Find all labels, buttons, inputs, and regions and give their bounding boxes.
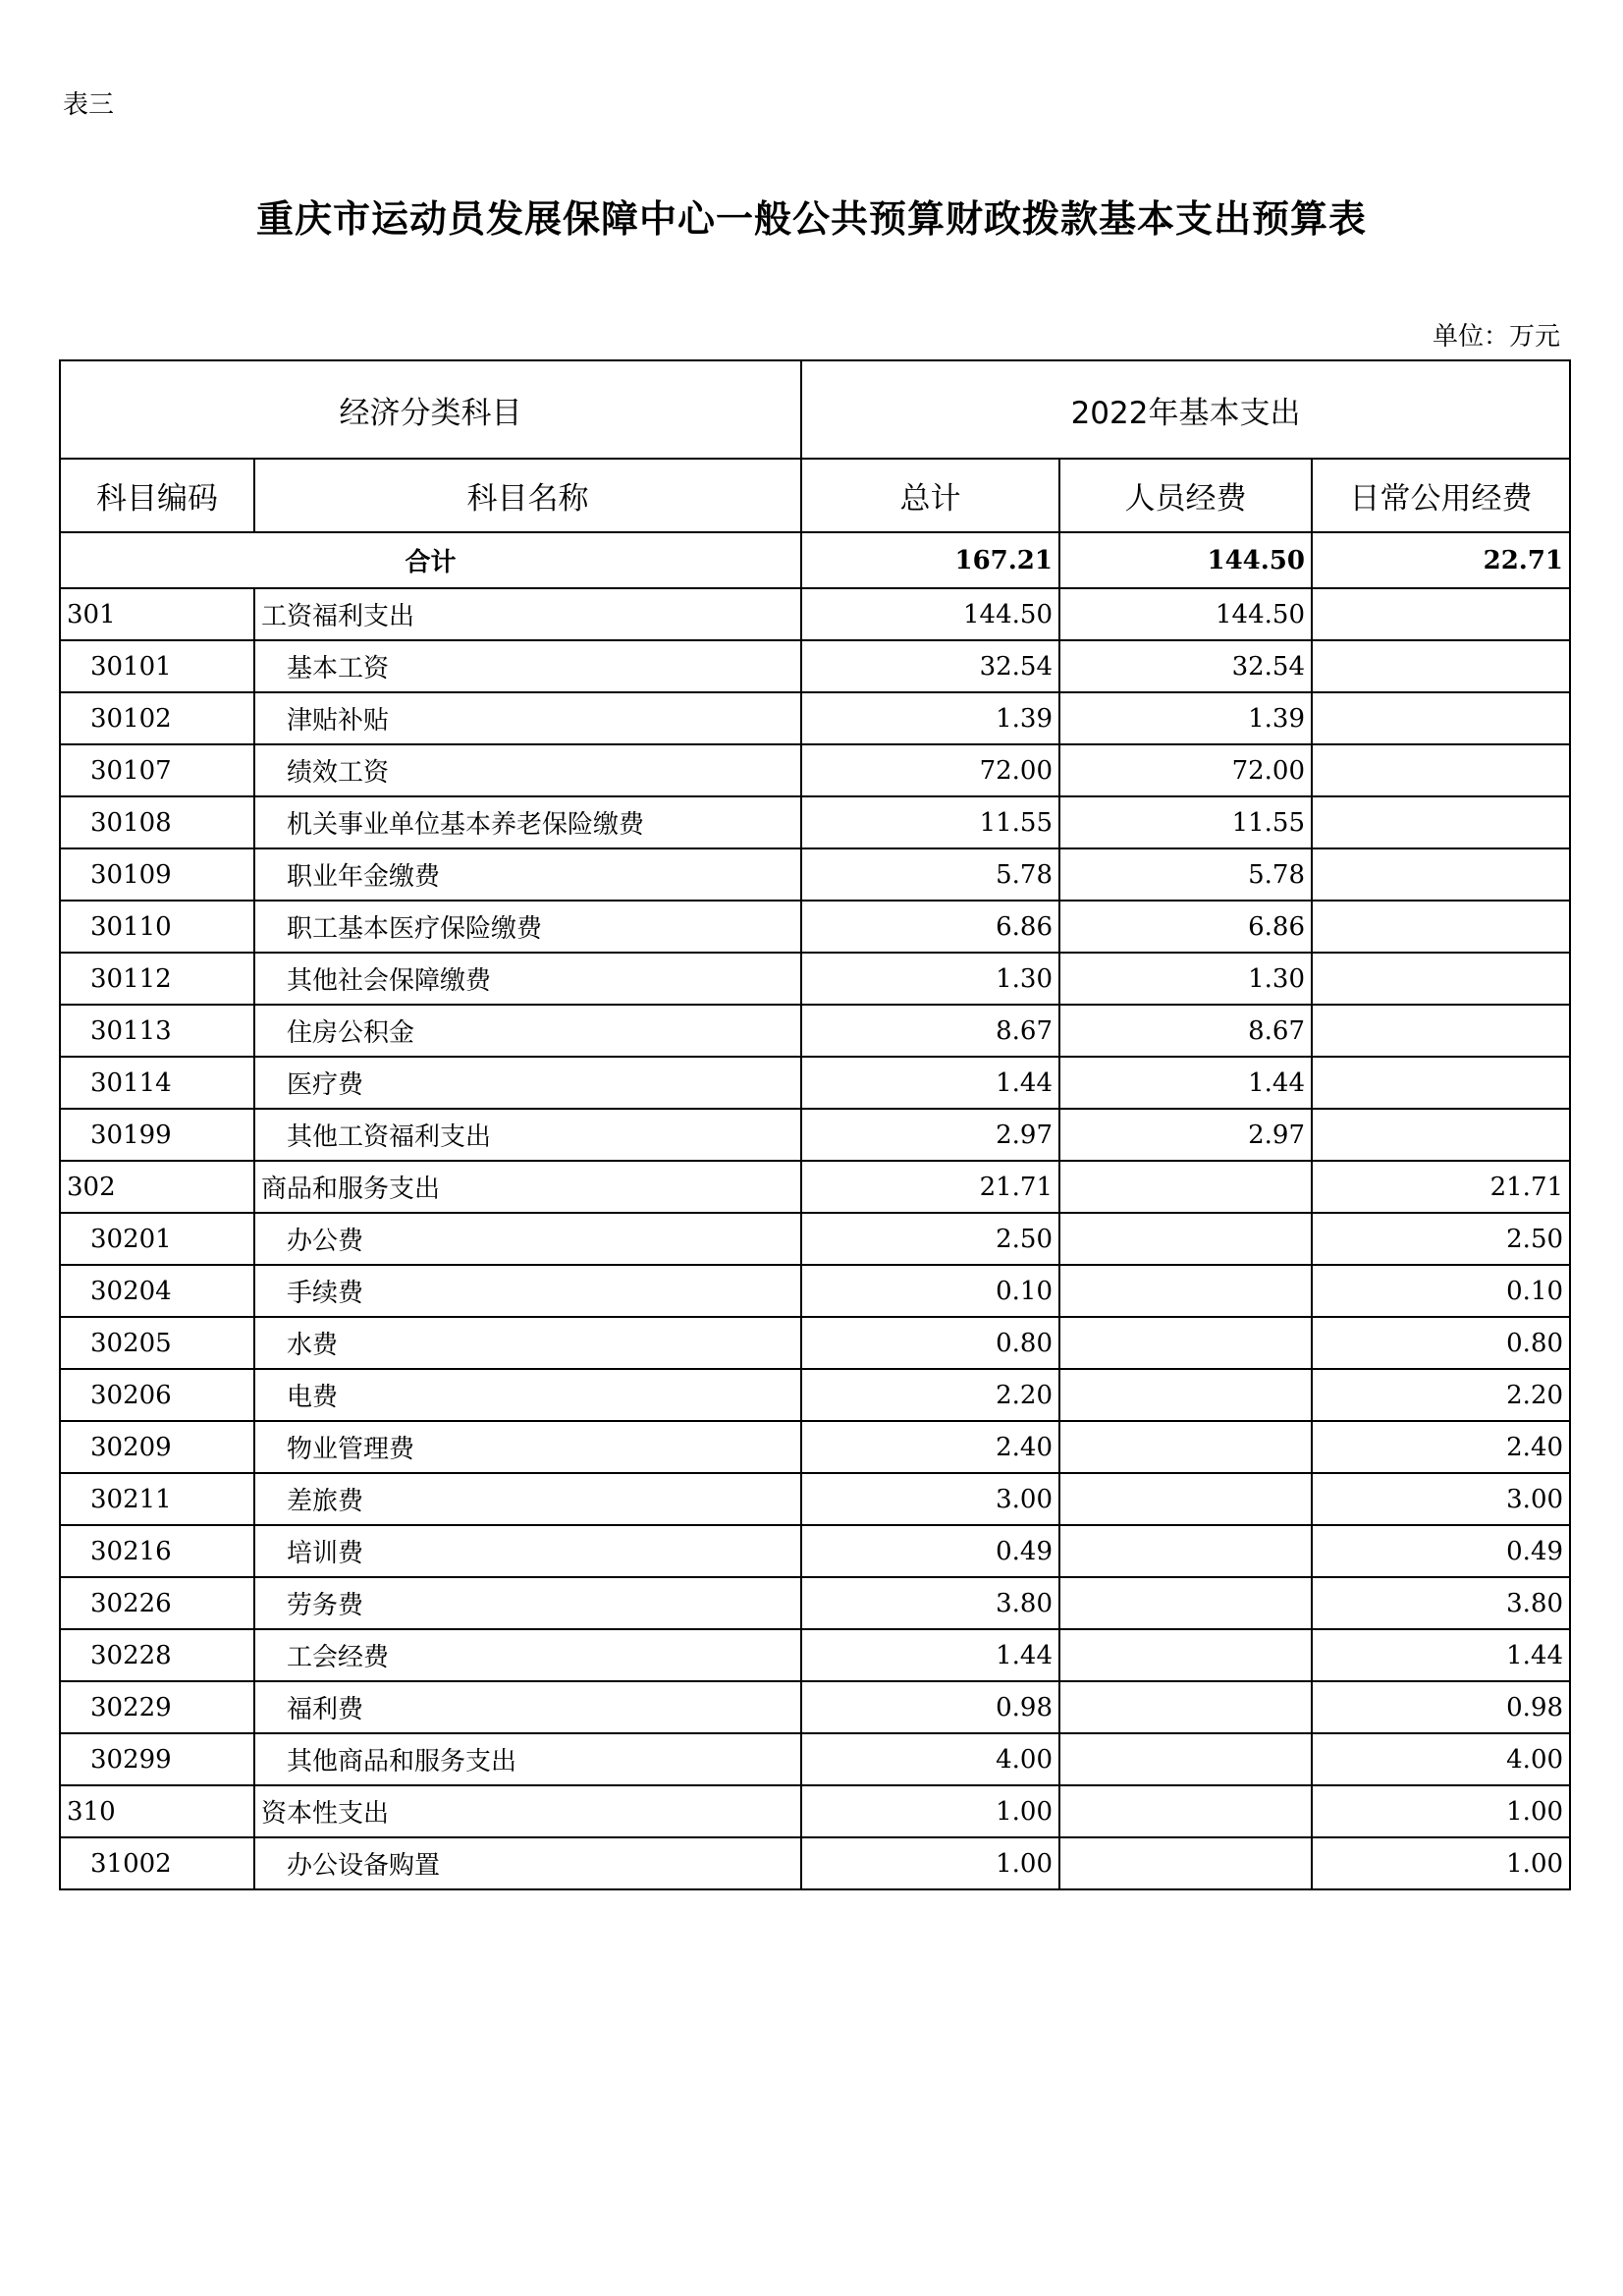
row-public: 1.00 (1312, 1837, 1570, 1889)
row-code: 30216 (60, 1525, 254, 1577)
table-row (60, 901, 1570, 953)
row-total: 5.78 (801, 848, 1059, 901)
row-public: 1.44 (1312, 1629, 1570, 1681)
row-public: 3.00 (1312, 1473, 1570, 1525)
row-code: 30206 (60, 1369, 254, 1421)
row-code: 30201 (60, 1213, 254, 1265)
row-public: 0.10 (1312, 1265, 1570, 1317)
table-row (60, 796, 1570, 848)
row-code: 30114 (60, 1057, 254, 1109)
row-total: 1.44 (801, 1629, 1059, 1681)
row-public (1312, 953, 1570, 1005)
row-name: 商品和服务支出 (254, 1161, 801, 1213)
row-name: 差旅费 (254, 1473, 801, 1525)
row-total: 21.71 (801, 1161, 1059, 1213)
row-personnel: 1.30 (1059, 953, 1312, 1005)
header-code: 科目编码 (60, 459, 254, 532)
row-public: 21.71 (1312, 1161, 1570, 1213)
row-name: 办公设备购置 (254, 1837, 801, 1889)
row-code: 30209 (60, 1421, 254, 1473)
row-code: 301 (60, 588, 254, 640)
table-row (60, 1525, 1570, 1577)
row-public: 2.50 (1312, 1213, 1570, 1265)
row-name: 办公费 (254, 1213, 801, 1265)
table-row (60, 953, 1570, 1005)
table-row (60, 1265, 1570, 1317)
row-name: 劳务费 (254, 1577, 801, 1629)
row-name: 其他社会保障缴费 (254, 953, 801, 1005)
table-row (60, 1109, 1570, 1161)
row-name: 其他工资福利支出 (254, 1109, 801, 1161)
table-row (60, 1213, 1570, 1265)
row-name: 工资福利支出 (254, 588, 801, 640)
row-name: 住房公积金 (254, 1005, 801, 1057)
row-name: 工会经费 (254, 1629, 801, 1681)
row-public (1312, 744, 1570, 796)
row-total: 8.67 (801, 1005, 1059, 1057)
row-total: 2.97 (801, 1109, 1059, 1161)
row-personnel (1059, 1161, 1312, 1213)
row-code: 30107 (60, 744, 254, 796)
row-personnel (1059, 1525, 1312, 1577)
table-row (60, 744, 1570, 796)
row-personnel: 144.50 (1059, 588, 1312, 640)
table-row (60, 1837, 1570, 1889)
row-code: 30204 (60, 1265, 254, 1317)
row-personnel: 11.55 (1059, 796, 1312, 848)
row-name: 电费 (254, 1369, 801, 1421)
row-name: 其他商品和服务支出 (254, 1733, 801, 1785)
row-personnel: 5.78 (1059, 848, 1312, 901)
total-personnel: 144.50 (1059, 532, 1312, 588)
row-public (1312, 588, 1570, 640)
row-code: 31002 (60, 1837, 254, 1889)
table-row (60, 1421, 1570, 1473)
row-public (1312, 901, 1570, 953)
row-code: 30299 (60, 1733, 254, 1785)
header-personnel: 人员经费 (1059, 459, 1312, 532)
header-economic-category: 经济分类科目 (60, 360, 801, 459)
row-personnel: 2.97 (1059, 1109, 1312, 1161)
total-row (60, 532, 1570, 588)
row-total: 2.40 (801, 1421, 1059, 1473)
row-public (1312, 848, 1570, 901)
row-name: 物业管理费 (254, 1421, 801, 1473)
total-sum: 167.21 (801, 532, 1059, 588)
row-personnel (1059, 1265, 1312, 1317)
row-code: 30112 (60, 953, 254, 1005)
table-label: 表三 (63, 90, 115, 120)
row-public: 0.80 (1312, 1317, 1570, 1369)
table-row (60, 1733, 1570, 1785)
row-name: 职工基本医疗保险缴费 (254, 901, 801, 953)
row-code: 30205 (60, 1317, 254, 1369)
row-total: 11.55 (801, 796, 1059, 848)
row-code: 30109 (60, 848, 254, 901)
row-name: 水费 (254, 1317, 801, 1369)
budget-table (59, 359, 1571, 1890)
header-row-columns (60, 459, 1570, 532)
row-personnel: 8.67 (1059, 1005, 1312, 1057)
row-total: 1.00 (801, 1837, 1059, 1889)
row-code: 30110 (60, 901, 254, 953)
row-public: 4.00 (1312, 1733, 1570, 1785)
table-row (60, 1681, 1570, 1733)
total-label: 合计 (60, 532, 801, 588)
row-personnel (1059, 1837, 1312, 1889)
table-row (60, 1577, 1570, 1629)
row-total: 1.44 (801, 1057, 1059, 1109)
table-row (60, 1317, 1570, 1369)
row-total: 72.00 (801, 744, 1059, 796)
header-basic-expenditure: 2022年基本支出 (801, 360, 1570, 459)
row-name: 资本性支出 (254, 1785, 801, 1837)
row-total: 0.10 (801, 1265, 1059, 1317)
row-public (1312, 796, 1570, 848)
page-title: 重庆市运动员发展保障中心一般公共预算财政拨款基本支出预算表 (255, 196, 1367, 241)
row-code: 30229 (60, 1681, 254, 1733)
table-row (60, 1785, 1570, 1837)
row-total: 1.30 (801, 953, 1059, 1005)
row-personnel (1059, 1681, 1312, 1733)
table-row (60, 1057, 1570, 1109)
table-row (60, 1629, 1570, 1681)
row-public: 0.98 (1312, 1681, 1570, 1733)
row-code: 30108 (60, 796, 254, 848)
unit-label: 单位：万元 (1432, 322, 1560, 352)
row-personnel: 6.86 (1059, 901, 1312, 953)
row-total: 3.80 (801, 1577, 1059, 1629)
row-personnel (1059, 1629, 1312, 1681)
row-public: 2.20 (1312, 1369, 1570, 1421)
row-public: 1.00 (1312, 1785, 1570, 1837)
row-public (1312, 640, 1570, 692)
table-row (60, 692, 1570, 744)
row-personnel (1059, 1213, 1312, 1265)
row-total: 6.86 (801, 901, 1059, 953)
header-row-group (60, 360, 1570, 459)
row-personnel (1059, 1733, 1312, 1785)
row-code: 30113 (60, 1005, 254, 1057)
row-total: 144.50 (801, 588, 1059, 640)
table-row (60, 1369, 1570, 1421)
row-code: 30211 (60, 1473, 254, 1525)
row-public (1312, 1109, 1570, 1161)
row-name: 福利费 (254, 1681, 801, 1733)
row-total: 0.49 (801, 1525, 1059, 1577)
row-personnel: 1.44 (1059, 1057, 1312, 1109)
table-row (60, 848, 1570, 901)
row-personnel: 72.00 (1059, 744, 1312, 796)
row-public: 3.80 (1312, 1577, 1570, 1629)
row-total: 32.54 (801, 640, 1059, 692)
row-personnel (1059, 1577, 1312, 1629)
row-personnel: 1.39 (1059, 692, 1312, 744)
row-total: 4.00 (801, 1733, 1059, 1785)
row-code: 30101 (60, 640, 254, 692)
row-personnel: 32.54 (1059, 640, 1312, 692)
row-name: 机关事业单位基本养老保险缴费 (254, 796, 801, 848)
row-personnel (1059, 1317, 1312, 1369)
row-total: 0.80 (801, 1317, 1059, 1369)
row-personnel (1059, 1421, 1312, 1473)
row-public: 2.40 (1312, 1421, 1570, 1473)
row-personnel (1059, 1369, 1312, 1421)
row-code: 30228 (60, 1629, 254, 1681)
header-public: 日常公用经费 (1312, 459, 1570, 532)
table-row (60, 1161, 1570, 1213)
row-public (1312, 1005, 1570, 1057)
row-code: 30102 (60, 692, 254, 744)
row-public (1312, 692, 1570, 744)
row-name: 职业年金缴费 (254, 848, 801, 901)
row-name: 医疗费 (254, 1057, 801, 1109)
table-row (60, 640, 1570, 692)
row-total: 2.50 (801, 1213, 1059, 1265)
row-name: 津贴补贴 (254, 692, 801, 744)
table-row (60, 1473, 1570, 1525)
row-code: 302 (60, 1161, 254, 1213)
row-personnel (1059, 1473, 1312, 1525)
header-total: 总计 (801, 459, 1059, 532)
row-total: 1.00 (801, 1785, 1059, 1837)
table-row (60, 1005, 1570, 1057)
row-total: 1.39 (801, 692, 1059, 744)
row-code: 310 (60, 1785, 254, 1837)
row-total: 3.00 (801, 1473, 1059, 1525)
header-name: 科目名称 (254, 459, 801, 532)
row-total: 2.20 (801, 1369, 1059, 1421)
row-code: 30226 (60, 1577, 254, 1629)
row-name: 绩效工资 (254, 744, 801, 796)
row-personnel (1059, 1785, 1312, 1837)
table-row (60, 588, 1570, 640)
row-public (1312, 1057, 1570, 1109)
row-code: 30199 (60, 1109, 254, 1161)
row-public: 0.49 (1312, 1525, 1570, 1577)
row-total: 0.98 (801, 1681, 1059, 1733)
row-name: 基本工资 (254, 640, 801, 692)
total-public: 22.71 (1312, 532, 1570, 588)
row-name: 培训费 (254, 1525, 801, 1577)
row-name: 手续费 (254, 1265, 801, 1317)
